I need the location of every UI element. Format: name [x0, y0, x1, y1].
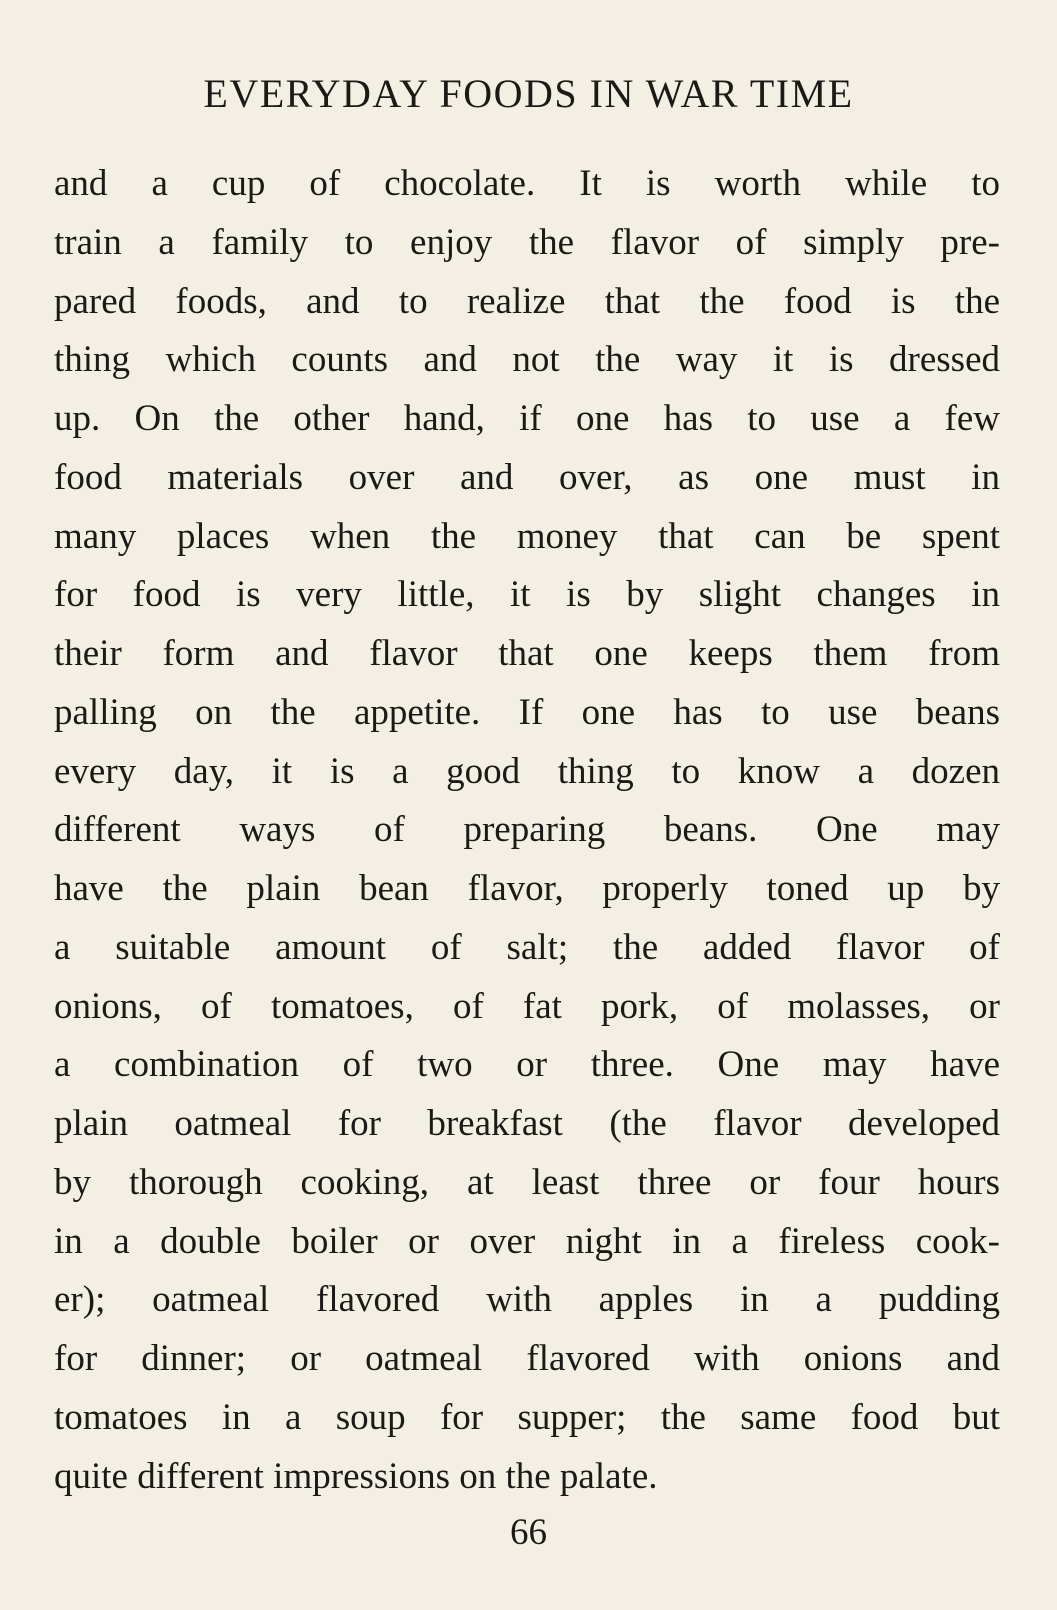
- body-text: [54, 155, 1000, 1506]
- text-line: er); oatmeal flavored with apples in a pudding: [54, 1279, 1000, 1321]
- text-line: pared foods, and to realize that the food is the: [54, 280, 1000, 322]
- text-line: different ways of preparing beans. One may: [54, 809, 1000, 851]
- text-line: palling on the appetite. If one has to use beans: [54, 691, 1000, 733]
- text-line-last: quite different impressions on the palate.: [54, 1455, 658, 1497]
- text-line: a suitable amount of salt; the added flavor of: [54, 926, 1000, 968]
- text-line: and a cup of chocolate. It is worth while to: [54, 163, 1000, 204]
- text-line: onions, of tomatoes, of fat pork, of molasses, or: [54, 985, 1000, 1027]
- text-line: for food is very little, it is by slight changes in: [54, 574, 1000, 616]
- text-line: by thorough cooking, at least three or four hours: [54, 1161, 1000, 1203]
- text-line: in a double boiler or over night in a fireless cook-: [54, 1220, 1000, 1262]
- text-line: a combination of two or three. One may have: [54, 1044, 1000, 1086]
- text-line: up. On the other hand, if one has to use a few: [54, 398, 1000, 439]
- running-head: EVERYDAY FOODS IN WAR TIME: [203, 71, 854, 116]
- page-number: 66: [510, 1512, 547, 1553]
- text-line: tomatoes in a soup for supper; the same food but: [54, 1396, 1000, 1438]
- text-line: thing which counts and not the way it is dressed: [54, 339, 1000, 381]
- text-line: train a family to enjoy the flavor of simply pre-: [54, 221, 1000, 263]
- text-line: for dinner; or oatmeal flavored with onions and: [54, 1338, 1000, 1379]
- text-line: food materials over and over, as one must in: [54, 456, 1000, 498]
- text-line: many places when the money that can be spent: [54, 515, 1000, 557]
- text-line: plain oatmeal for breakfast (the flavor developed: [54, 1103, 1000, 1144]
- text-line: have the plain bean flavor, properly toned up by: [54, 868, 1000, 909]
- text-line: their form and flavor that one keeps them from: [54, 633, 1000, 674]
- text-line: every day, it is a good thing to know a dozen: [54, 750, 1000, 792]
